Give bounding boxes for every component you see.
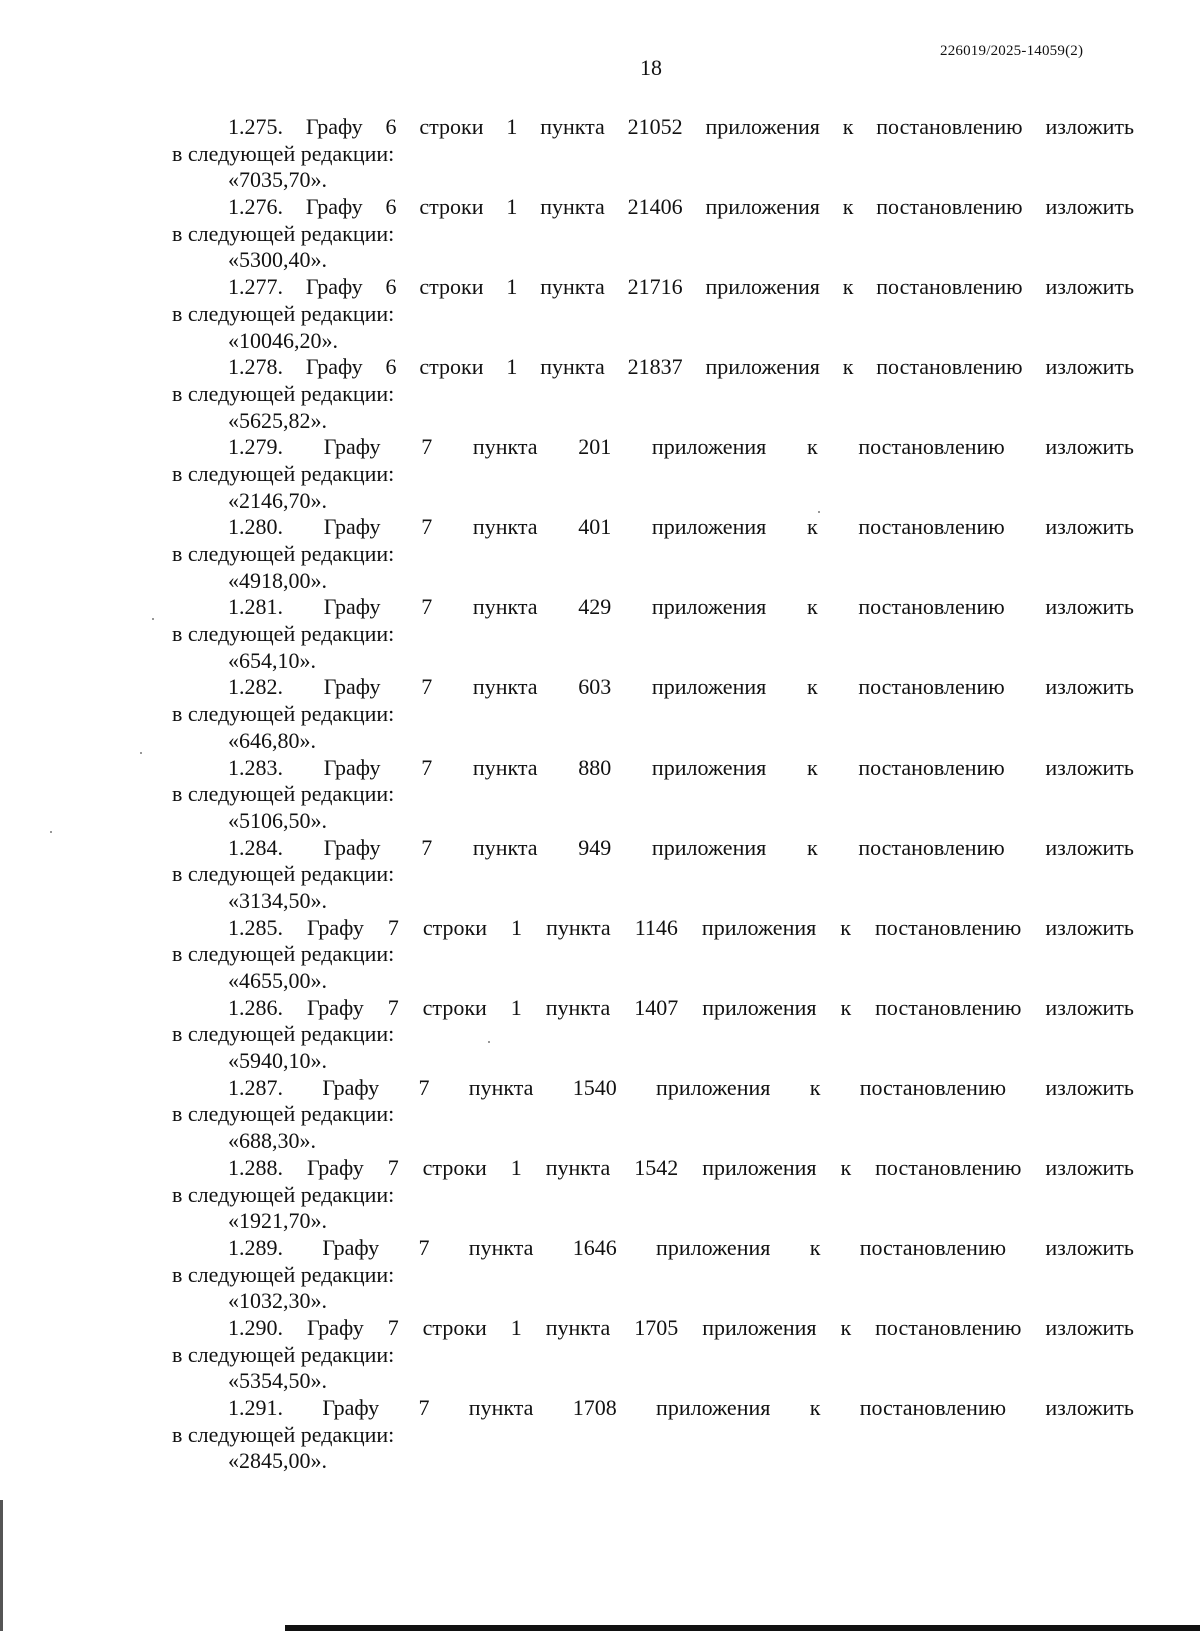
amendment-first-line	[172, 755, 1134, 782]
amendment-word: приложения	[702, 1314, 817, 1340]
amendment-word: строки	[419, 354, 484, 380]
amendment-word: изложить	[1045, 194, 1134, 220]
amendment-first-line	[172, 514, 1134, 541]
continuation-line: в следующей редакции:	[172, 1021, 395, 1047]
new-value: «1921,70».	[228, 1208, 327, 1234]
amendment-word: изложить	[1045, 674, 1134, 700]
amendment-word: приложения	[656, 1234, 771, 1260]
amendment-word: пункта	[545, 994, 611, 1020]
amendment-word: пункта	[540, 354, 605, 380]
amendment-word: 1	[506, 274, 518, 300]
amendment-word: 7	[418, 1074, 430, 1100]
continuation-line: в следующей редакции:	[172, 1421, 395, 1447]
amendment-word: 603	[578, 674, 612, 700]
amendment-word: постановлению	[875, 1154, 1022, 1180]
amendment-first-line	[172, 1315, 1134, 1342]
amendment-word: пункта	[540, 114, 605, 139]
amendment-word: постановлению	[859, 1074, 1007, 1100]
amendment-word: постановлению	[875, 914, 1022, 940]
amendment-word: приложения	[705, 194, 820, 220]
scan-edge-mark	[0, 1500, 3, 1631]
scan-speck	[50, 831, 52, 833]
amendment-word: пункта	[472, 834, 538, 860]
amendment-word: приложения	[651, 594, 767, 620]
amendment-item	[172, 1075, 1134, 1155]
amendment-word: 7	[387, 1314, 399, 1340]
continuation-line: в следующей редакции:	[172, 460, 395, 486]
amendment-word: 21837	[627, 354, 683, 380]
amendment-word: к	[806, 594, 818, 620]
amendment-word: строки	[422, 1314, 487, 1340]
amendment-item	[172, 194, 1134, 274]
amendment-word: 7	[387, 914, 399, 940]
amendment-word: пункта	[540, 274, 605, 300]
amendment-word: к	[806, 834, 818, 860]
amendment-first-line	[172, 274, 1134, 301]
amendment-list	[172, 114, 1134, 1475]
amendment-word: приложения	[651, 434, 767, 460]
item-number: 1.279.	[228, 434, 283, 460]
amendment-word: к	[806, 514, 818, 540]
amendment-word: приложения	[656, 1395, 771, 1420]
continuation-line: в следующей редакции:	[172, 621, 395, 647]
amendment-first-line	[172, 1235, 1134, 1262]
item-number: 1.287.	[228, 1074, 283, 1100]
item-number: 1.281.	[228, 594, 283, 620]
amendment-word: к	[842, 354, 854, 380]
amendment-word: приложения	[702, 1154, 817, 1180]
amendment-word: 1705	[634, 1314, 679, 1340]
amendment-word: 7	[421, 674, 433, 700]
amendment-word: изложить	[1045, 114, 1134, 139]
amendment-first-line	[172, 434, 1134, 461]
amendment-word: постановлению	[858, 674, 1005, 700]
amendment-word: изложить	[1045, 914, 1134, 940]
amendment-word: 1146	[634, 914, 678, 940]
amendment-word: пункта	[546, 914, 611, 940]
continuation-line: в следующей редакции:	[172, 380, 395, 406]
amendment-word: постановлению	[876, 354, 1023, 380]
new-value: «3134,50».	[228, 887, 327, 913]
item-number: 1.276.	[228, 194, 283, 220]
amendment-word: к	[806, 674, 818, 700]
continuation-line: в следующей редакции:	[172, 140, 395, 166]
new-value: «5300,40».	[228, 247, 327, 273]
amendment-item	[172, 274, 1134, 354]
amendment-word: приложения	[705, 354, 820, 380]
amendment-first-line	[172, 114, 1134, 141]
amendment-word: изложить	[1045, 1395, 1134, 1420]
amendment-word: постановлению	[875, 1314, 1022, 1340]
amendment-word: изложить	[1045, 834, 1134, 860]
amendment-word: приложения	[656, 1074, 771, 1100]
amendment-item	[172, 835, 1134, 915]
continuation-line: в следующей редакции:	[172, 781, 395, 807]
new-value: «4655,00».	[228, 968, 327, 993]
amendment-word: пункта	[472, 434, 538, 460]
amendment-word: Графу	[307, 914, 364, 940]
amendment-item	[172, 1315, 1134, 1395]
item-number: 1.282.	[228, 674, 283, 700]
item-number: 1.288.	[228, 1154, 283, 1180]
amendment-word: Графу	[305, 274, 363, 300]
amendment-word: Графу	[305, 114, 363, 139]
continuation-line: в следующей редакции:	[172, 1341, 395, 1367]
amendment-word: пункта	[468, 1395, 534, 1420]
amendment-word: постановлению	[876, 194, 1023, 220]
amendment-item	[172, 995, 1134, 1075]
amendment-word: 7	[421, 434, 433, 460]
amendment-word: Графу	[306, 1154, 364, 1180]
amendment-word: постановлению	[858, 514, 1005, 540]
amendment-word: 6	[385, 274, 397, 300]
item-number: 1.280.	[228, 514, 283, 540]
amendment-word: строки	[419, 194, 484, 220]
amendment-word: изложить	[1045, 434, 1134, 460]
amendment-word: 1	[510, 994, 522, 1020]
amendment-first-line	[172, 835, 1134, 862]
amendment-word: постановлению	[876, 114, 1023, 139]
amendment-word: пункта	[540, 194, 605, 220]
amendment-word: изложить	[1045, 1074, 1134, 1100]
amendment-word: 7	[421, 514, 433, 540]
item-number: 1.277.	[228, 274, 283, 300]
amendment-word: 7	[421, 834, 433, 860]
amendment-word: приложения	[651, 834, 767, 860]
continuation-line: в следующей редакции:	[172, 701, 395, 727]
new-value: «7035,70».	[228, 167, 327, 193]
amendment-first-line	[172, 1075, 1134, 1102]
amendment-word: к	[840, 994, 852, 1020]
amendment-first-line	[172, 1395, 1134, 1422]
amendment-word: 7	[418, 1234, 430, 1260]
new-value: «5106,50».	[228, 807, 327, 833]
amendment-word: изложить	[1045, 594, 1134, 620]
amendment-word: приложения	[651, 674, 767, 700]
scan-speck	[152, 618, 154, 620]
amendment-item	[172, 354, 1134, 434]
page-number: 18	[640, 55, 662, 80]
amendment-word: изложить	[1045, 1234, 1134, 1260]
amendment-word: приложения	[705, 274, 820, 300]
amendment-word: 401	[578, 514, 612, 540]
amendment-word: пункта	[545, 1154, 611, 1180]
amendment-word: Графу	[323, 674, 381, 700]
continuation-line: в следующей редакции:	[172, 300, 395, 326]
amendment-word: 7	[387, 994, 399, 1020]
item-number: 1.286.	[228, 994, 283, 1020]
amendment-item	[172, 594, 1134, 674]
amendment-word: строки	[419, 114, 484, 139]
amendment-word: постановлению	[858, 754, 1005, 780]
amendment-word: Графу	[322, 1395, 380, 1420]
amendment-word: изложить	[1045, 1154, 1134, 1180]
continuation-line: в следующей редакции:	[172, 541, 395, 566]
amendment-first-line	[172, 995, 1134, 1022]
amendment-word: изложить	[1045, 354, 1134, 380]
amendment-word: Графу	[305, 194, 363, 220]
amendment-word: постановлению	[858, 834, 1005, 860]
new-value: «646,80».	[228, 727, 316, 753]
amendment-word: 21406	[627, 194, 683, 220]
amendment-word: к	[806, 434, 818, 460]
amendment-word: пункта	[468, 1074, 534, 1100]
item-number: 1.275.	[228, 114, 283, 139]
new-value: «5354,50».	[228, 1368, 327, 1394]
amendment-item	[172, 1395, 1134, 1475]
amendment-word: пункта	[472, 754, 538, 780]
item-number: 1.289.	[228, 1234, 283, 1260]
amendment-first-line	[172, 354, 1134, 381]
amendment-word: к	[842, 114, 854, 139]
amendment-word: 21716	[627, 274, 683, 300]
continuation-line: в следующей редакции:	[172, 1261, 395, 1287]
scan-speck	[818, 511, 820, 513]
amendment-word: 6	[385, 114, 397, 139]
amendment-word: 1	[506, 114, 518, 139]
amendment-word: изложить	[1045, 1314, 1134, 1340]
new-value: «2146,70».	[228, 487, 327, 513]
new-value: «654,10».	[228, 647, 316, 673]
amendment-word: к	[842, 194, 854, 220]
amendment-word: 6	[385, 194, 397, 220]
amendment-first-line	[172, 594, 1134, 621]
amendment-word: 1646	[572, 1234, 617, 1260]
amendment-word: 1708	[572, 1395, 617, 1420]
amendment-word: к	[809, 1395, 821, 1420]
item-number: 1.284.	[228, 834, 283, 860]
amendment-word: изложить	[1045, 994, 1134, 1020]
amendment-word: пункта	[472, 674, 538, 700]
new-value: «2845,00».	[228, 1448, 327, 1474]
continuation-line: в следующей редакции:	[172, 220, 395, 246]
item-number: 1.278.	[228, 354, 283, 380]
amendment-word: к	[840, 914, 851, 940]
amendment-word: 7	[418, 1395, 430, 1420]
amendment-word: 429	[578, 594, 612, 620]
amendment-word: 1	[506, 194, 518, 220]
amendment-word: Графу	[306, 1314, 364, 1340]
amendment-word: 1407	[634, 994, 679, 1020]
amendment-word: Графу	[323, 754, 381, 780]
amendment-word: Графу	[323, 434, 381, 460]
continuation-line: в следующей редакции:	[172, 1101, 395, 1127]
new-value: «4918,00».	[228, 567, 327, 593]
amendment-word: 21052	[627, 114, 683, 139]
amendment-word: пункта	[472, 514, 538, 540]
amendment-word: 1542	[634, 1154, 679, 1180]
amendment-word: к	[842, 274, 854, 300]
new-value: «688,30».	[228, 1128, 316, 1154]
amendment-item	[172, 1235, 1134, 1315]
amendment-word: строки	[422, 914, 488, 940]
amendment-word: 7	[421, 594, 433, 620]
amendment-word: 880	[578, 754, 612, 780]
item-number: 1.291.	[228, 1395, 283, 1420]
item-number: 1.290.	[228, 1314, 283, 1340]
page-bottom-rule	[285, 1625, 1200, 1631]
amendment-word: 201	[578, 434, 612, 460]
amendment-word: приложения	[651, 514, 767, 540]
continuation-line: в следующей редакции:	[172, 1181, 395, 1207]
amendment-word: 949	[578, 834, 612, 860]
item-number: 1.283.	[228, 754, 283, 780]
amendment-word: постановлению	[859, 1395, 1007, 1420]
amendment-word: 6	[385, 354, 397, 380]
amendment-item	[172, 434, 1134, 514]
amendment-word: постановлению	[875, 994, 1022, 1020]
amendment-word: приложения	[701, 914, 817, 940]
amendment-word: постановлению	[859, 1234, 1007, 1260]
amendment-word: Графу	[323, 834, 381, 860]
amendment-first-line	[172, 674, 1134, 701]
amendment-word: 1	[506, 354, 518, 380]
amendment-word: к	[806, 754, 818, 780]
scan-speck	[488, 1041, 490, 1043]
amendment-item	[172, 755, 1134, 835]
amendment-word: Графу	[323, 514, 381, 540]
amendment-item	[172, 1155, 1134, 1235]
amendment-word: изложить	[1045, 514, 1134, 540]
amendment-item	[172, 114, 1134, 194]
amendment-word: 1	[510, 1154, 522, 1180]
amendment-word: пункта	[472, 594, 538, 620]
continuation-line: в следующей редакции:	[172, 941, 395, 967]
scan-speck	[140, 752, 142, 754]
continuation-line: в следующей редакции:	[172, 861, 395, 887]
amendment-word: 1540	[572, 1074, 617, 1100]
amendment-word: Графу	[322, 1234, 380, 1260]
item-number: 1.285.	[228, 914, 283, 940]
amendment-word: к	[809, 1074, 821, 1100]
amendment-word: изложить	[1045, 274, 1134, 300]
amendment-item	[172, 514, 1134, 594]
amendment-word: пункта	[468, 1234, 534, 1260]
amendment-word: приложения	[705, 114, 820, 139]
new-value: «5625,82».	[228, 407, 327, 433]
amendment-word: пункта	[545, 1314, 611, 1340]
amendment-item	[172, 674, 1134, 754]
amendment-word: 7	[387, 1154, 399, 1180]
amendment-word: Графу	[305, 354, 363, 380]
amendment-word: постановлению	[876, 274, 1023, 300]
amendment-word: к	[840, 1154, 852, 1180]
amendment-word: 1	[511, 914, 523, 940]
amendment-word: строки	[422, 994, 487, 1020]
amendment-word: строки	[419, 274, 484, 300]
amendment-word: постановлению	[858, 594, 1005, 620]
amendment-word: к	[809, 1234, 821, 1260]
amendment-word: приложения	[651, 754, 767, 780]
amendment-word: изложить	[1045, 754, 1134, 780]
amendment-item	[172, 915, 1134, 995]
document-registration-number: 226019/2025-14059(2)	[940, 43, 1084, 59]
amendment-word: строки	[422, 1154, 487, 1180]
amendment-word: Графу	[306, 994, 364, 1020]
new-value: «5940,10».	[228, 1048, 327, 1074]
amendment-word: постановлению	[858, 434, 1005, 460]
amendment-first-line	[172, 915, 1134, 942]
amendment-word: 7	[421, 754, 433, 780]
amendment-first-line	[172, 194, 1134, 221]
amendment-word: 1	[510, 1314, 522, 1340]
new-value: «10046,20».	[228, 327, 338, 353]
amendment-first-line	[172, 1155, 1134, 1182]
new-value: «1032,30».	[228, 1288, 327, 1314]
amendment-word: Графу	[322, 1074, 380, 1100]
amendment-word: к	[840, 1314, 852, 1340]
amendment-word: приложения	[702, 994, 817, 1020]
amendment-word: Графу	[323, 594, 381, 620]
